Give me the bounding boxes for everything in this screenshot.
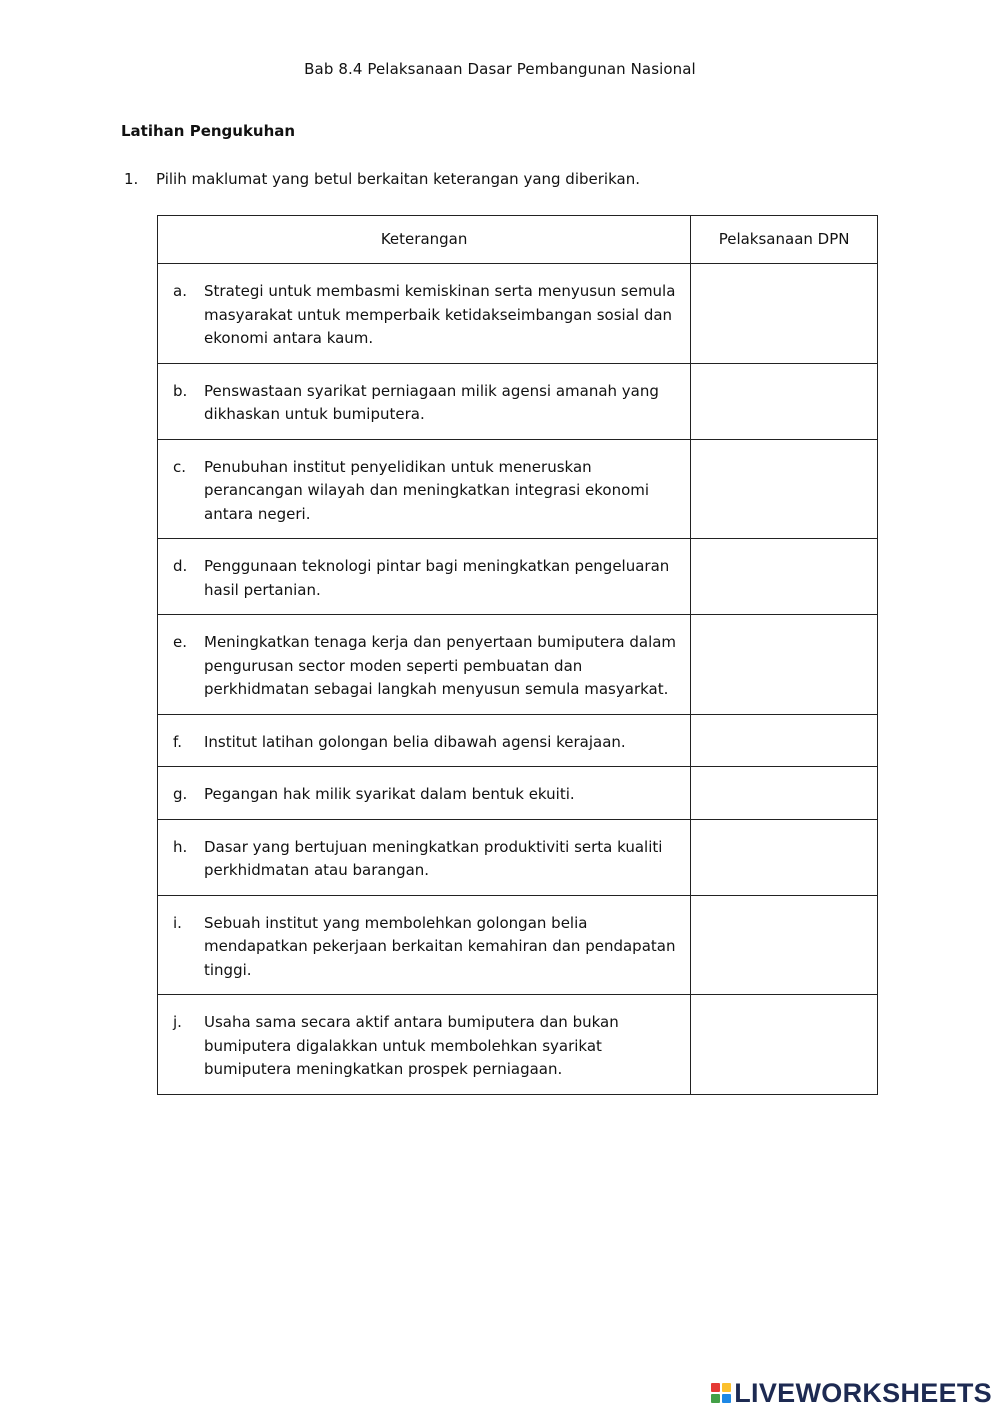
- table-row: [158, 264, 878, 364]
- item-text: Penubuhan institut penyelidikan untuk meneruskan perancangan wilayah dan meningkatkan integrasi ekonomi antara negeri.: [204, 457, 650, 523]
- answer-cell: [691, 539, 878, 615]
- logo-square-green: [711, 1394, 720, 1403]
- table-row: [158, 439, 878, 539]
- item-letter: j.: [173, 1013, 182, 1031]
- table-row: [158, 767, 878, 820]
- question-number: 1.: [124, 170, 139, 188]
- item-text: Strategi untuk membasmi kemiskinan serta menyusun semula masyarakat untuk memperbaik ketidakseimbangan sosial dan ekonomi antara kaum.: [204, 282, 676, 347]
- header-keterangan: Keterangan: [158, 216, 691, 264]
- item-letter: h.: [173, 837, 188, 856]
- list-item: [173, 1011, 680, 1082]
- table-row: [158, 895, 878, 995]
- section-title: Latihan Pengukuhan: [121, 122, 296, 140]
- description-cell: [158, 819, 691, 895]
- description-cell: [158, 539, 691, 615]
- item-text: Sebuah institut yang membolehkan golongan belia mendapatkan pekerjaan berkaitan kemahiran dan pendapatan tinggi.: [204, 913, 676, 979]
- list-item: [173, 783, 680, 807]
- item-letter: e.: [173, 633, 187, 651]
- question: [124, 170, 640, 188]
- list-item: [173, 912, 680, 983]
- list-item: [173, 631, 680, 702]
- description-cell: [158, 439, 691, 539]
- table-row: [158, 714, 878, 767]
- answer-drop-zone[interactable]: [691, 264, 877, 304]
- logo-square-red: [711, 1383, 720, 1392]
- description-cell: [158, 264, 691, 364]
- list-item: [173, 555, 680, 602]
- table-row: [158, 615, 878, 715]
- item-letter: g.: [173, 785, 188, 803]
- item-letter: d.: [173, 557, 188, 575]
- answer-cell: [691, 714, 878, 767]
- answer-cell: [691, 439, 878, 539]
- item-text: Dasar yang bertujuan meningkatkan produktiviti serta kualiti perkhidmatan atau barangan.: [204, 837, 663, 879]
- logo-square-blue: [722, 1394, 731, 1403]
- description-cell: [158, 363, 691, 439]
- item-letter: a.: [173, 282, 187, 300]
- logo-text: LIVEWORKSHEETS: [734, 1377, 992, 1408]
- table-row: [158, 819, 878, 895]
- list-item: [173, 380, 680, 427]
- header-pelaksanaan-dpn: Pelaksanaan DPN: [691, 216, 878, 264]
- answer-cell: [691, 615, 878, 715]
- answer-cell: [691, 819, 878, 895]
- description-cell: [158, 767, 691, 820]
- item-letter: f.: [173, 732, 182, 751]
- answer-drop-zone[interactable]: [691, 539, 877, 579]
- description-cell: [158, 714, 691, 767]
- answer-drop-zone[interactable]: [691, 995, 877, 1035]
- list-item: [173, 456, 680, 527]
- item-letter: c.: [173, 457, 187, 476]
- answer-cell: [691, 264, 878, 364]
- description-cell: [158, 895, 691, 995]
- question-text: Pilih maklumat yang betul berkaitan keterangan yang diberikan.: [156, 170, 640, 188]
- table-row: [158, 363, 878, 439]
- answer-drop-zone[interactable]: [691, 440, 877, 480]
- answer-drop-zone[interactable]: [691, 767, 877, 807]
- logo-square-yellow: [722, 1383, 731, 1392]
- item-text: Institut latihan golongan belia dibawah agensi kerajaan.: [204, 732, 626, 751]
- liveworksheets-logo: [711, 1379, 992, 1407]
- answer-drop-zone[interactable]: [691, 715, 877, 755]
- list-item: [173, 836, 680, 883]
- item-letter: b.: [173, 381, 188, 400]
- answer-drop-zone[interactable]: [691, 896, 877, 936]
- answer-cell: [691, 895, 878, 995]
- item-text: Penswastaan syarikat perniagaan milik agensi amanah yang dikhaskan untuk bumiputera.: [204, 381, 659, 423]
- list-item: [173, 731, 680, 755]
- item-letter: i.: [173, 913, 182, 932]
- answer-drop-zone[interactable]: [691, 820, 877, 860]
- item-text: Meningkatkan tenaga kerja dan penyertaan bumiputera dalam pengurusan sector moden seperti pembuatan dan perkhidmatan sebagai langkah menyusun semula masyarkat.: [204, 633, 677, 698]
- worksheet-table: [157, 215, 878, 1095]
- item-text: Pegangan hak milik syarikat dalam bentuk ekuiti.: [204, 785, 575, 803]
- answer-drop-zone[interactable]: [691, 615, 877, 655]
- item-text: Penggunaan teknologi pintar bagi meningkatkan pengeluaran hasil pertanian.: [204, 557, 670, 599]
- table-row: [158, 539, 878, 615]
- list-item: [173, 280, 680, 351]
- liveworksheets-logo-icon: [711, 1383, 731, 1403]
- description-cell: [158, 995, 691, 1095]
- item-text: Usaha sama secara aktif antara bumiputera dan bukan bumiputera digalakkan untuk membolehkan syarikat bumiputera meningkatkan prospek perniagaan.: [204, 1013, 619, 1078]
- table-header-row: [158, 216, 878, 264]
- answer-cell: [691, 767, 878, 820]
- page-header: Bab 8.4 Pelaksanaan Dasar Pembangunan Nasional: [304, 60, 696, 78]
- description-cell: [158, 615, 691, 715]
- answer-cell: [691, 995, 878, 1095]
- answer-drop-zone[interactable]: [691, 364, 877, 404]
- table-row: [158, 995, 878, 1095]
- answer-cell: [691, 363, 878, 439]
